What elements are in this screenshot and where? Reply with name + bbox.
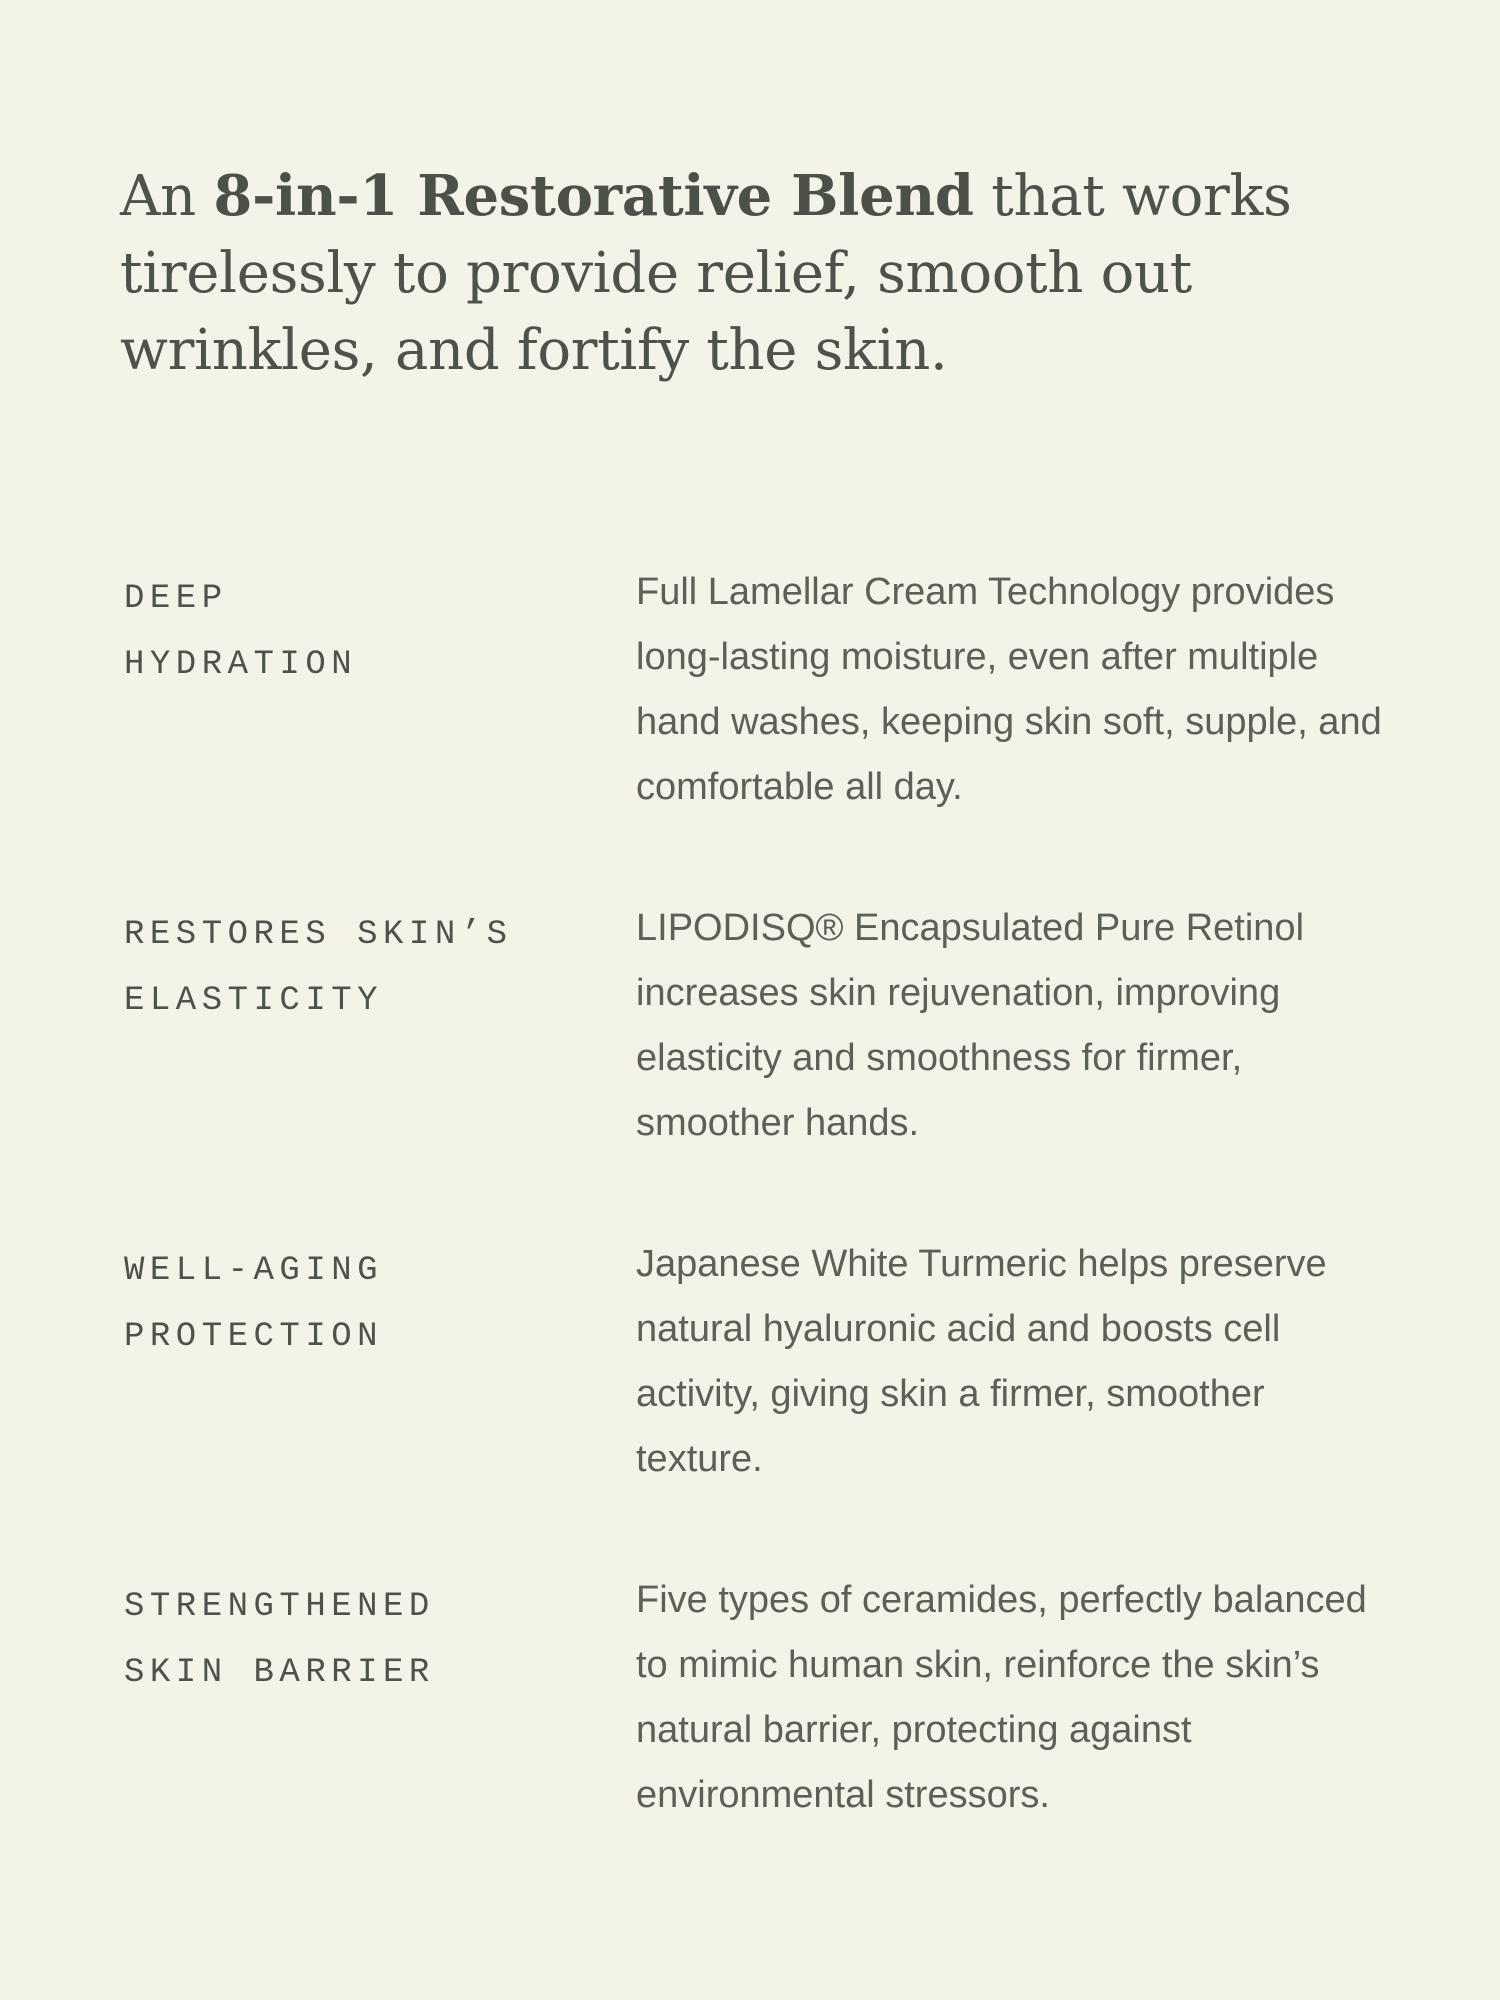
feature-label-line-2: PROTECTION xyxy=(124,1318,384,1356)
headline-suffix: that works tirelessly to provide relief, smooth out wrinkles, and fortify the skin. xyxy=(120,164,1292,383)
feature-label-line-2: HYDRATION xyxy=(124,646,358,684)
feature-description: Five types of ceramides, perfectly balanced to mimic human skin, reinforce the skin’s natural barrier, protecting against environmental stressors. xyxy=(636,1579,1367,1816)
feature-description: Full Lamellar Cream Technology provides long-lasting moisture, even after multiple hand washes, keeping skin soft, supple, and comfortable all day. xyxy=(636,571,1382,808)
feature-label-line-1: RESTORES SKIN’S xyxy=(124,916,513,954)
feature-list xyxy=(124,560,1384,1904)
feature-label-line-2: ELASTICITY xyxy=(124,982,384,1020)
headline-emphasis: 8-in-1 Restorative Blend xyxy=(213,163,974,229)
feature-row-strengthened-skin-barrier xyxy=(124,1568,1384,1904)
feature-label xyxy=(124,566,544,698)
feature-label xyxy=(124,902,544,1034)
feature-label xyxy=(124,1574,544,1706)
feature-description: LIPODISQ® Encapsulated Pure Retinol increases skin rejuvenation, improving elasticity and smoothness for firmer, smoother hands. xyxy=(636,907,1305,1144)
feature-row-deep-hydration xyxy=(124,560,1384,896)
feature-label-line-1: DEEP xyxy=(124,580,228,618)
feature-row-well-aging-protection xyxy=(124,1232,1384,1568)
headline xyxy=(120,158,1320,389)
headline-prefix: An xyxy=(120,164,214,229)
feature-label-line-1: STRENGTHENED xyxy=(124,1588,435,1626)
feature-label-line-2: SKIN BARRIER xyxy=(124,1654,435,1692)
feature-label-line-1: WELL-AGING xyxy=(124,1252,384,1290)
feature-description: Japanese White Turmeric helps preserve natural hyaluronic acid and boosts cell activity, giving skin a firmer, smoother texture. xyxy=(636,1243,1327,1480)
feature-row-restores-elasticity xyxy=(124,896,1384,1232)
feature-label xyxy=(124,1238,544,1370)
